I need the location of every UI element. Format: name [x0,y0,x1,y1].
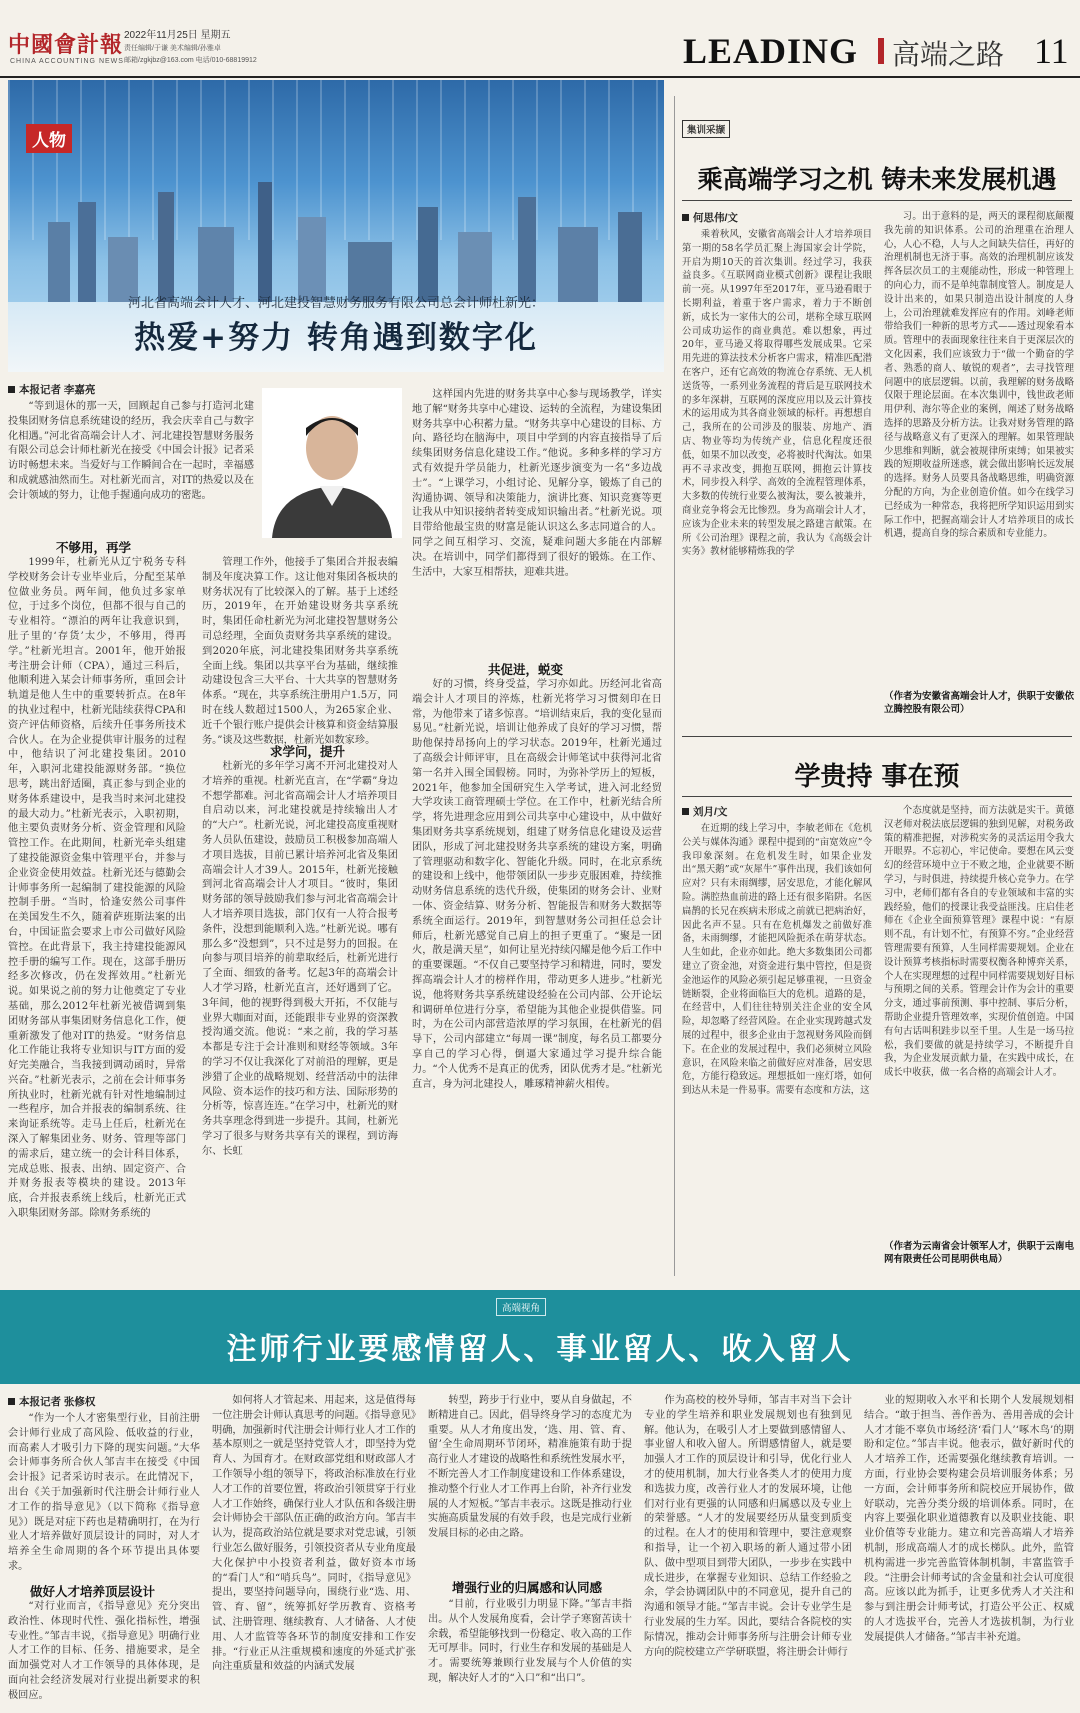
article-column-2b: 杜新光的多年学习离不开河北建投对人才培养的重视。杜新光直言，在“学霸”身边不想学都难。河北省高端会计人才培养项目自启动以来，河北建投就是持续输出人才的“大户”。杜新光说，河北建投高度重视财务人员队伍建设，鼓励员工积极参加高端人才项目选拔，目前已累计培养河北省及集团高端会计人才39人。2015年，杜新光接触到河北省高端会计人才项目。“彼时，集团财务部的领导鼓励我们参与河北省高端会计人才培养项目选拔，部门仅有一人符合报考条件，没想到能顺利入选。”杜新光说。哪有那么多“没想到”，只不过是努力的回报。在向参与项目培养的前辈取经后，杜新光进行了全面、细致的备考。忆起3年的高端会计人才学习路，杜新光直言，还好遇到了它。3年间，他的视野得到极大开拓，不仅能与业界大咖面对面，还能跟非专业界的资深教授沟通交流。他说：“来之前，我的学习基本都是专注于会计准则和财经等领域。3年的学习不仅让我深化了对前沿的理解，更是涉猎了企业的战略规划、经营活动中的法律风险、资本运作的技巧和方法、国际形势的分析等，惊喜连连。”在学习中，杜新光的财务共享理念得到进一步提升。其间，杜新光学习了很多与财务共享有关的课程，到访海尔、长虹 [202,761,398,1157]
column-divider [674,96,675,1276]
essay-author-credit: （作者为云南省会计领军人才，供职于云南电网有限责任公司昆明供电局） [884,1241,1075,1265]
bottom-column-3: 转型，跨步于行业中，要从自身做起，不断精进自己。因此，倡导终身学习的态度尤为重要。从人才角度出发，‘选、用、管、育、留’全生命周期环节闭环，精准施策有助于提高行业人才建设的战略性和系统性发展水平，不断完善人才工作制度建设和工作体系建设，推动整个行业人才工作再上台阶，补齐行业发展的人才短板。”邹吉丰表示。这既是推动行业实施高质量发展的有效手段，也是完成行业新发展目标的必由之路。 [428,1395,632,1540]
bottom-section-heading-2: 增强行业的归属感和认同感 [452,1581,603,1595]
article-separator [682,736,1072,737]
editor-info [124,43,257,67]
feature-title: 乘高端学习之机 铸未来发展机遇 [697,165,1057,194]
article-byline: 本报记者 李嘉亮 [8,382,95,397]
bottom-column-5: 业的短期收入水平和长期个人发展规划相结合。“敢于担当、善作善为、善用善成的会计人才才能不辜负市场经济‘看门人’‘啄木鸟’的期盼和定位。”邹吉丰说。他表示，做好新时代的人才培养工作，还需要强化继续教育培训。一方面，行业协会要构建会员培训服务体系；另一方面，会计师事务所和院校应开展协作，做好联动，完善分类分级的培训体系。同时，在内容上要强化职业道德教育以及职业技能、职业价值等专业能力。建立和完善高端人才培养机制，形成高端人才的成长梯队。此外，监管机构需进一步完善监管体制机制，丰富监管手段。“注册会计师考试的含金量和社会认可度很高。应该以此为抓手，让更多优秀人才关注和参与到注册会计师考试，打造公平公正、权威的人才选拔平台，完善人才选拔机制，为行业发展提供人才储备。”邹吉丰补充道。 [864,1395,1074,1643]
page-number: 11 [1034,31,1069,71]
section-name-chinese: 高端之路 [892,38,1005,71]
bottom-column-3b: “目前，行业吸引力明显下降。”邹吉丰指出。从个人发展角度看，会计学子寒窗苦读十余载，希望能够找到一份稳定、收入高的工作无可厚非。同时，行业生存和发展的基础是人才。需要统筹兼顾行业发展与个人价值的实现，解决好人才的“入口”和“出口”。 [428,1599,632,1684]
article-column-3b: 好的习惯，终身受益，学习亦如此。历经河北省高端会计人才项目的淬炼，杜新光将学习习惯刻印在日常，为他带来了诸多惊喜。“培训结束后，我的变化显而易见。”杜新光说，培训让他养成了良好的学习习惯，帮助他保持昂扬向上的学习状态。2019年，杜新光通过了高级会计师评审，且在高级会计师笔试中获得河北省第一名并入围全国假榜。同时，为弥补学历上的短板，2021年，他参加全国研究生入学考试，进入河北经贸大学攻读工商管理硕士学位。在工作中，杜新光结合所学，将先进理念应用到公司共享中心建设中，从中做好集团财务共享系统规划，组建了财务信息化建设及运营团队，形成了河北建投财务共享系统的建设方案，明确了管理驱动和数字化、智能化升级。同时，在北京系统的建设和上线中，他带领团队一步步克服困难，持续推动财务信息系统的迭代升级，使集团的财务会计、业财一体、资金结算、财务分析、智能报告和财务大数据等系统全面运行。2019年，到智慧财务公司担任总会计师后，杜新光感觉自己肩上的担子更重了。“聚是一团火，散是满天星”，如何让星光持续闪耀是他今后工作中的重要课题。“不仅自己要坚持学习和精进，同时，要发挥高端会计人才的榜样作用，带动更多人进步。”杜新光说，他将财务共享系统建设经验在公司内部、公开论坛和调研单位进行分享，希望能为其他企业提供借鉴。同时，为在公司内部营造浓厚的学习氛围，在杜新光的倡导下，公司内部建立“每周一课”制度，每名员工都要分享自己的学习心得，倒逼大家通过学习提升综合能力。“个人优秀不是真正的优秀，团队优秀才是。”杜新光直言，身为河北建投人，雕琢精神薪火相传。 [412,679,662,1090]
city-skyline-graphic [8,182,664,302]
feature-author-credit: （作者为安徽省高端会计人才，供职于安徽依立腾控股有限公司） [884,691,1075,715]
bottom-feature-banner [0,1290,1080,1384]
article-column-3: 这样国内先进的财务共享中心参与现场教学，详实地了解“财务共享中心建设、运转的全流程，为建设集团财务共享中心积蓄力量。“财务共享中心建设的目标、方向、路径均在脑海中，项目中学到的内容直接指导了后续集团财务信息化建设工作。”他说。多种多样的学习方式有效提升学员能力，杜新光逐步演变为一名“多边战士”。“上课学习，小组讨论、见解分享，锻炼了自己的沟通协调、领导和决策能力，演讲比赛、知识竞赛等更让我从中知识接纳者转变成知识输出者。”杜新光说。项目带给他最宝贵的财富是能认识这么多志同道合的人。同学之间互相学习、交流，疑难问题大多能在内部解决。在培训中，同学们都得到了很好的锻炼。在工作、生活中，大家互相帮扶，迎难共进。 [412,389,662,578]
column-tag: 人物 [26,124,72,153]
bottom-column-2: 如何将人才管起来、用起来，这是值得每一位注册会计师认真思考的问题。《指导意见》明确，加强新时代注册会计师行业人才工作的基本原则之一就是坚持党管人才，即坚持为党育人、为国育才。在财政部党组和财政部人才工作领导小组的领导下，将政治标准放在行业人才工作的首要位置，将政治引领贯穿于行业人才工作始终，确保行业人才队伍和各级注册会计师协会干部队伍正确的政治方向。邹吉丰认为，提高政治站位就是要求对党忠诚，引领行业怎么做好服务，引领投资者从专业角度最大化保护中小投资者利益，做好资本市场的“看门人”和“哨兵鸟”。同时，《指导意见》提出，要坚持问题导向，围绕行业“选、用、管、育、留”，统筹抓好学历教育、资格考试、注册管理、继续教育、人才储备、人才使用、人才监管等各环节的制度安排和工作安排。“行业正从注重规模和速度的外延式扩张向注重质量和效益的内涵式发展 [212,1395,416,1673]
banner-title: 注师行业要感情留人、事业留人、收入留人 [226,1332,854,1367]
person-portrait-icon [262,388,402,538]
section-name-english: LEADING [683,31,859,71]
essay-column-1: 在近期的线上学习中，李敏老师在《危机公关与媒体沟通》课程中提到的“亩宽效应”令我印象深刻。在危机发生时，如果企业发出“黑天鹅”或“灰犀牛”事件出现，我们该如何应对？只有未雨绸缪，居安思危，才能化解风险。满腔热血前进的路上还有很多陷阱。名医扁鹊的长兄在疾病未形成之前就已把病治好，因此名声不显。只有在危机爆发之前做好准备，未雨绸缪，才能把风险扼杀在萌芽状态。人生如此，企业亦如此。绝大多数集团公司都建立了资金池，对资金进行集中管控，但是资金池运作的风险必须引起足够重视，一旦资金链断裂，企业将面临巨大的危机。道路的是，在经营中，人们往往特别关注企业的安全风险，却忽略了经营风险。在企业实现跨越式发展的过程中，很多企业由于忽视财务风险而倒下。在企业的发展过程中，我们必须树立风险意识，在风险来临之前做好应对准备，居安思危，方能行稳致远。理想抵如一座灯塔，如何到达从未是一件易事。需要有态度和方法，这 [682,823,872,1097]
feature-column-2: 习。出于意料的是，两天的课程彻底颠覆我先前的知识体系。公司的治理重在治理人心，人心不稳，人与人之间缺失信任，再好的治理机制也无济于事。高效的治理机制应该发挥各层次员工的主观能动性，形成一种管理上的向心力，而不是单纯靠制度管人。制度是人设计出来的，如果只制造出设计制度的人身上，公司治理就难发挥应有的作用。刘峰老师带给我们一种新的思考方式——透过现象看本质。管理中的表面现象往往来自于更深层次的文化因素，我们应该致力于“做一个勤奋的学者、熟悉的商人、敏锐的观者”，去寻找管理问题中的底层逻辑。以前，我理解的财务战略仅限于理论层面。在本次集训中，钱世政老师用伊利、海尔等企业的案例，阐述了财务战略选择的思路及分析方法。让我对财务管理的路径与战略意义有了更深入的理解。如果管理缺少思维和判断，就会被规律所束缚；如果被实践的短期收益所迷惑，就会做出影响长远发展的选择。财务人员要具备战略思维，明确资源分配的方向，为企业创造价值。如今在线学习已经成为一种常态，我将把所学知识运用到实际工作中，把握高端会计人才培养项目的成长机遇，提高自身的综合素质和专业能力。 [884,211,1074,540]
section-divider-bar [878,38,884,64]
feature-kicker: 集训采撷 [682,120,730,138]
newspaper-logo-english: CHINA ACCOUNTING NEWS [10,58,124,65]
headline-subtitle: 河北省高端会计人才、河北建投智慧财务服务有限公司总会计师杜新光： [127,296,544,311]
feature-byline: 何思伟/文 [682,210,738,225]
headline-title: 热爱+努力 转角遇到数字化 [134,320,538,356]
bottom-byline: 本报记者 张修权 [8,1394,95,1409]
article-column-1: 1999年，杜新光从辽宁税务专科学校财务会计专业毕业后，分配至某单位做业务员。两年间，他负过多家单位，于过多个岗位，但都不很与自己的专业相符。“漂泊的两年让我意识到，肚子里的‘存货’太少，不够用，得再学。”杜新光坦言。2001年，他开始报考注册会计师（CPA），通过三科后，他顺利进入某会计师事务所，重回会计轨道是他人生中的重要转折点。在8年的执业过程中，杜新光陆续获得CPA和资产评估师资格，后续升任事务所技术合伙人。在为企业提供审计服务的过程中，他结识了河北建投集团。2010年，入职河北建投能源财务部。“换位思考，跳出舒适圈，真正参与到企业的财务体系建设中，是我当时来河北建投的最大动力。”杜新光表示，入职初期，他主要负责财务分析、资金管理和风险管控工作。在此期间，杜新光牵头组建了建投能源资金集中管理平台，并参与企业资金使用效益。杜新光还与德勤会计师事务所一起编制了建投能源的风险控制手册。“当时，恰逢安然公司事件在美国发生不久，随着萨班斯法案的出台，中国证监会要求上市公司做好风险管控。在此背景下，我主持建投能源风控手册的编写工作。现在，这部手册历经多次修改，仍在发挥效用。”杜新光说。如果说之前的努力让他奠定了专业基础，那么2012年杜新光被借调到集团财务部从事集团财务信息化工作，便重新激发了他对IT的热爱。“财务信息化工作能让我将专业知识与IT方面的爱好完美融合，当我接到调动函时，异常兴奋。”杜新光表示，之前在会计师事务所执业时，杜新光就有针对性地编制过一些程序，加合并报表的编制系统、往来询证系统等。走马上任后，杜新光在深入了解集团业务、财务、管理等部门的需求后，建立统一的会计科目体系，完成总账、报表、出纳、固定资产、合并财务报表等模块的建设。2013年底，合并报表系统上线后，杜新光正式入职集团财务部。除财务系统的 [8,557,186,1220]
essay-column-2: 个态度就是坚持，而方法就是实干。黄德汉老师对税法底层逻辑的独到见解，对税务政策的精准把握，对涉税实务的灵活运用令我大开眼界。不忘初心，牢记使命。要想在风云变幻的经营环境中立于不败之地，企业就要不断学习，与时俱进，持续提升核心竞争力。在学习中，老师们都有各自的专业领域和丰富的实践经验，他们的授课让我受益匪浅。庄启佳老师在《企业全面预算管理》课程中说：“有原则不乱，有计划不忙，有预算不穷。”企业经营管理需要有预算，人生同样需要规划。企业在设计预算考核指标时需要权衡各种博弈关系，个人在实现理想的过程中同样需要规划好目标与预期之间的关系。管理会计作为会计的重要分支，通过事前预测、事中控制、事后分析，帮助企业提升管理效率，实现价值创造。中国有句古话叫积跬步以至千里。人生是一场马拉松，我们要做的就是持续学习，不断提升自我，为企业发展贡献力量，在实践中成长，在成长中收获，做一名合格的高端会计人才。 [884,805,1074,1079]
portrait-photo [262,388,402,538]
issue-date: 2022年11月25日 星期五 [124,30,231,41]
bottom-column-1b: “对行业而言，《指导意见》充分突出政治性、体现时代性、强化指标性，增强专业性。”邹吉丰说，《指导意见》明确行业人才工作的目标、任务、措施要求，是全面加强党对人才工作领导的具体体现，是面向社会经济发展对行业提出新要求的积极回应。 [8,1601,200,1701]
essay-title: 学贵持 事在预 [794,762,960,792]
banner-kicker: 高端视角 [496,1298,546,1316]
article-column-2: 管理工作外，他接手了集团合并报表编制及年度决算工作。这让他对集团各板块的财务状况有了比较深入的了解。基于上述经历，2019年，在开始建设财务共享系统时，集团任命杜新光为河北建投智慧财务公司总经理，全面负责财务共享系统的建设。到2020年底，河北建投集团财务共享系统全面上线。集团以共享平台为基础，继续推动建设包含三大平台、十大共享的智慧财务体系。“现在，共享系统注册用户1.5万，同时在线人数超过1500人，为265家企业、近千个银行账户提供会计核算和资金结算服务。”谈及这些数据，杜新光如数家珍。 [202,557,398,746]
contact-line: 邮箱/zgkjbz@163.com 电话/010-68819912 [124,57,257,64]
title-rule-2 [682,796,1072,797]
hero-banner-image [8,80,664,372]
feature-column-1: 乘着秋风，安徽省高端会计人才培养项目第一期的58名学员汇聚上海国家会计学院，开启为期10天的首次集训。经过学习，我获益良多。《互联网商业模式创新》课程让我眼前一亮。从1997年至2017年，亚马逊看眼于长期利益，着重于客户需求，着力于不断创新，成长为一家伟大的公司，堪称全球互联网公司成功运作的商业典范。难以想象，再过20年，亚马逊又将取得哪些发展成果。它采用先进的算法技术分析客户需求，精准匹配潜在客户，还有它高效的物流仓存系统、无人机送货等，一系列业务流程的背后是互联网技术的多年深耕，互联网的深度应用以及云计算技术的运用成为其各商业领域的标杆。再想想自己，我所在的公司涉及的服装、房地产、酒店、物业等均为传统产业，信息化程度还很低，如果不加以改变，必将被时代淘汰。如果再不寻求改变，拥抱互联网，拥抱云计算技术，同步投入科学、高效的全流程管理体系，大多数的传统行业要么被淘汰，要么被兼并，商业竞争将会无比惨烈。身为高端会计人才，应该为企业未来的转型发展之路建言献策。在所《公司治理》课程之前，我认为《高级会计实务》教材能够精炼我的学 [682,229,872,558]
newspaper-logo: 中國會計報 [8,32,124,58]
article-intro: “等到退休的那一天，回顾起自己参与打造河北建投集团财务信息系统建设的经历，我会庆幸自己与数字化相遇。”河北省高端会计人才、河北建投智慧财务服务有限公司总会计师杜新光在接受《中国会计报》记者采访时畅想未来。当爱好与工作瞬间合在一起时，幸福感和成就感油然而生。对杜新光而言，对IT的热爱以及在会计领域的努力，让他手握通向成功的密匙。 [8,401,254,501]
title-rule [682,200,1072,201]
essay-byline: 刘月/文 [682,804,727,819]
masthead [0,0,1080,78]
section-heading-2: 求学问，提升 [270,745,346,759]
section-heading-3: 共促进，蜕变 [488,663,564,677]
editor-line: 责任编辑/于谦 美术编辑/孙雅卓 [124,45,221,52]
bottom-column-4: 作为高校的校外导师，邹吉丰对当下会计专业的学生培养和职业发展规划也有独到见解。他认为，在吸引人才上要做到感情留人、事业留人和收入留人。所谓感情留人，就是要加强人才工作的顶层设计和引导，优化行业人才的使用机制，加大行业各类人才的使用力度和选拔力度，改善行业人才的发展环境，让他们对行业有更强的认同感和归属感以及专业上的荣誉感。“人才的发展要经历从量变到质变的过程。在人才的使用和管理中，要注意观察和指导，让一个初入职场的新人通过带小团队、做中型项目到带大团队，一步步在实践中成长进步，在掌握专业知识、总结工作经验之余，学会协调团队中的不同意见，提升自己的沟通和领导才能。”邹吉丰说。会计专业学生是行业发展的生力军。因此，要结合各院校的实际情况，推动会计师事务所与注册会计师专业方向的院校建立产学研联盟，将注册会计师行 [644,1395,852,1658]
section-heading-1: 不够用，再学 [56,541,132,555]
bottom-intro: “作为一个人才密集型行业，目前注册会计师行业成了高风险、低收益的行业，而高素人才吸引力下降的现实问题。”大华会计师事务所合伙人邹吉丰在接受《中国会计报》记者采访时表示。在此情况下，出台《关于加强新时代注册会计师行业人才工作的指导意见》（以下简称《指导意见》）既是对症下药也是精确明打，在为行业人才培养做好顶层设计的同时，对人才培养全生命周期的各个环节提出具体要求。 [8,1413,200,1572]
bottom-section-heading-1: 做好人才培养顶层设计 [30,1585,156,1599]
